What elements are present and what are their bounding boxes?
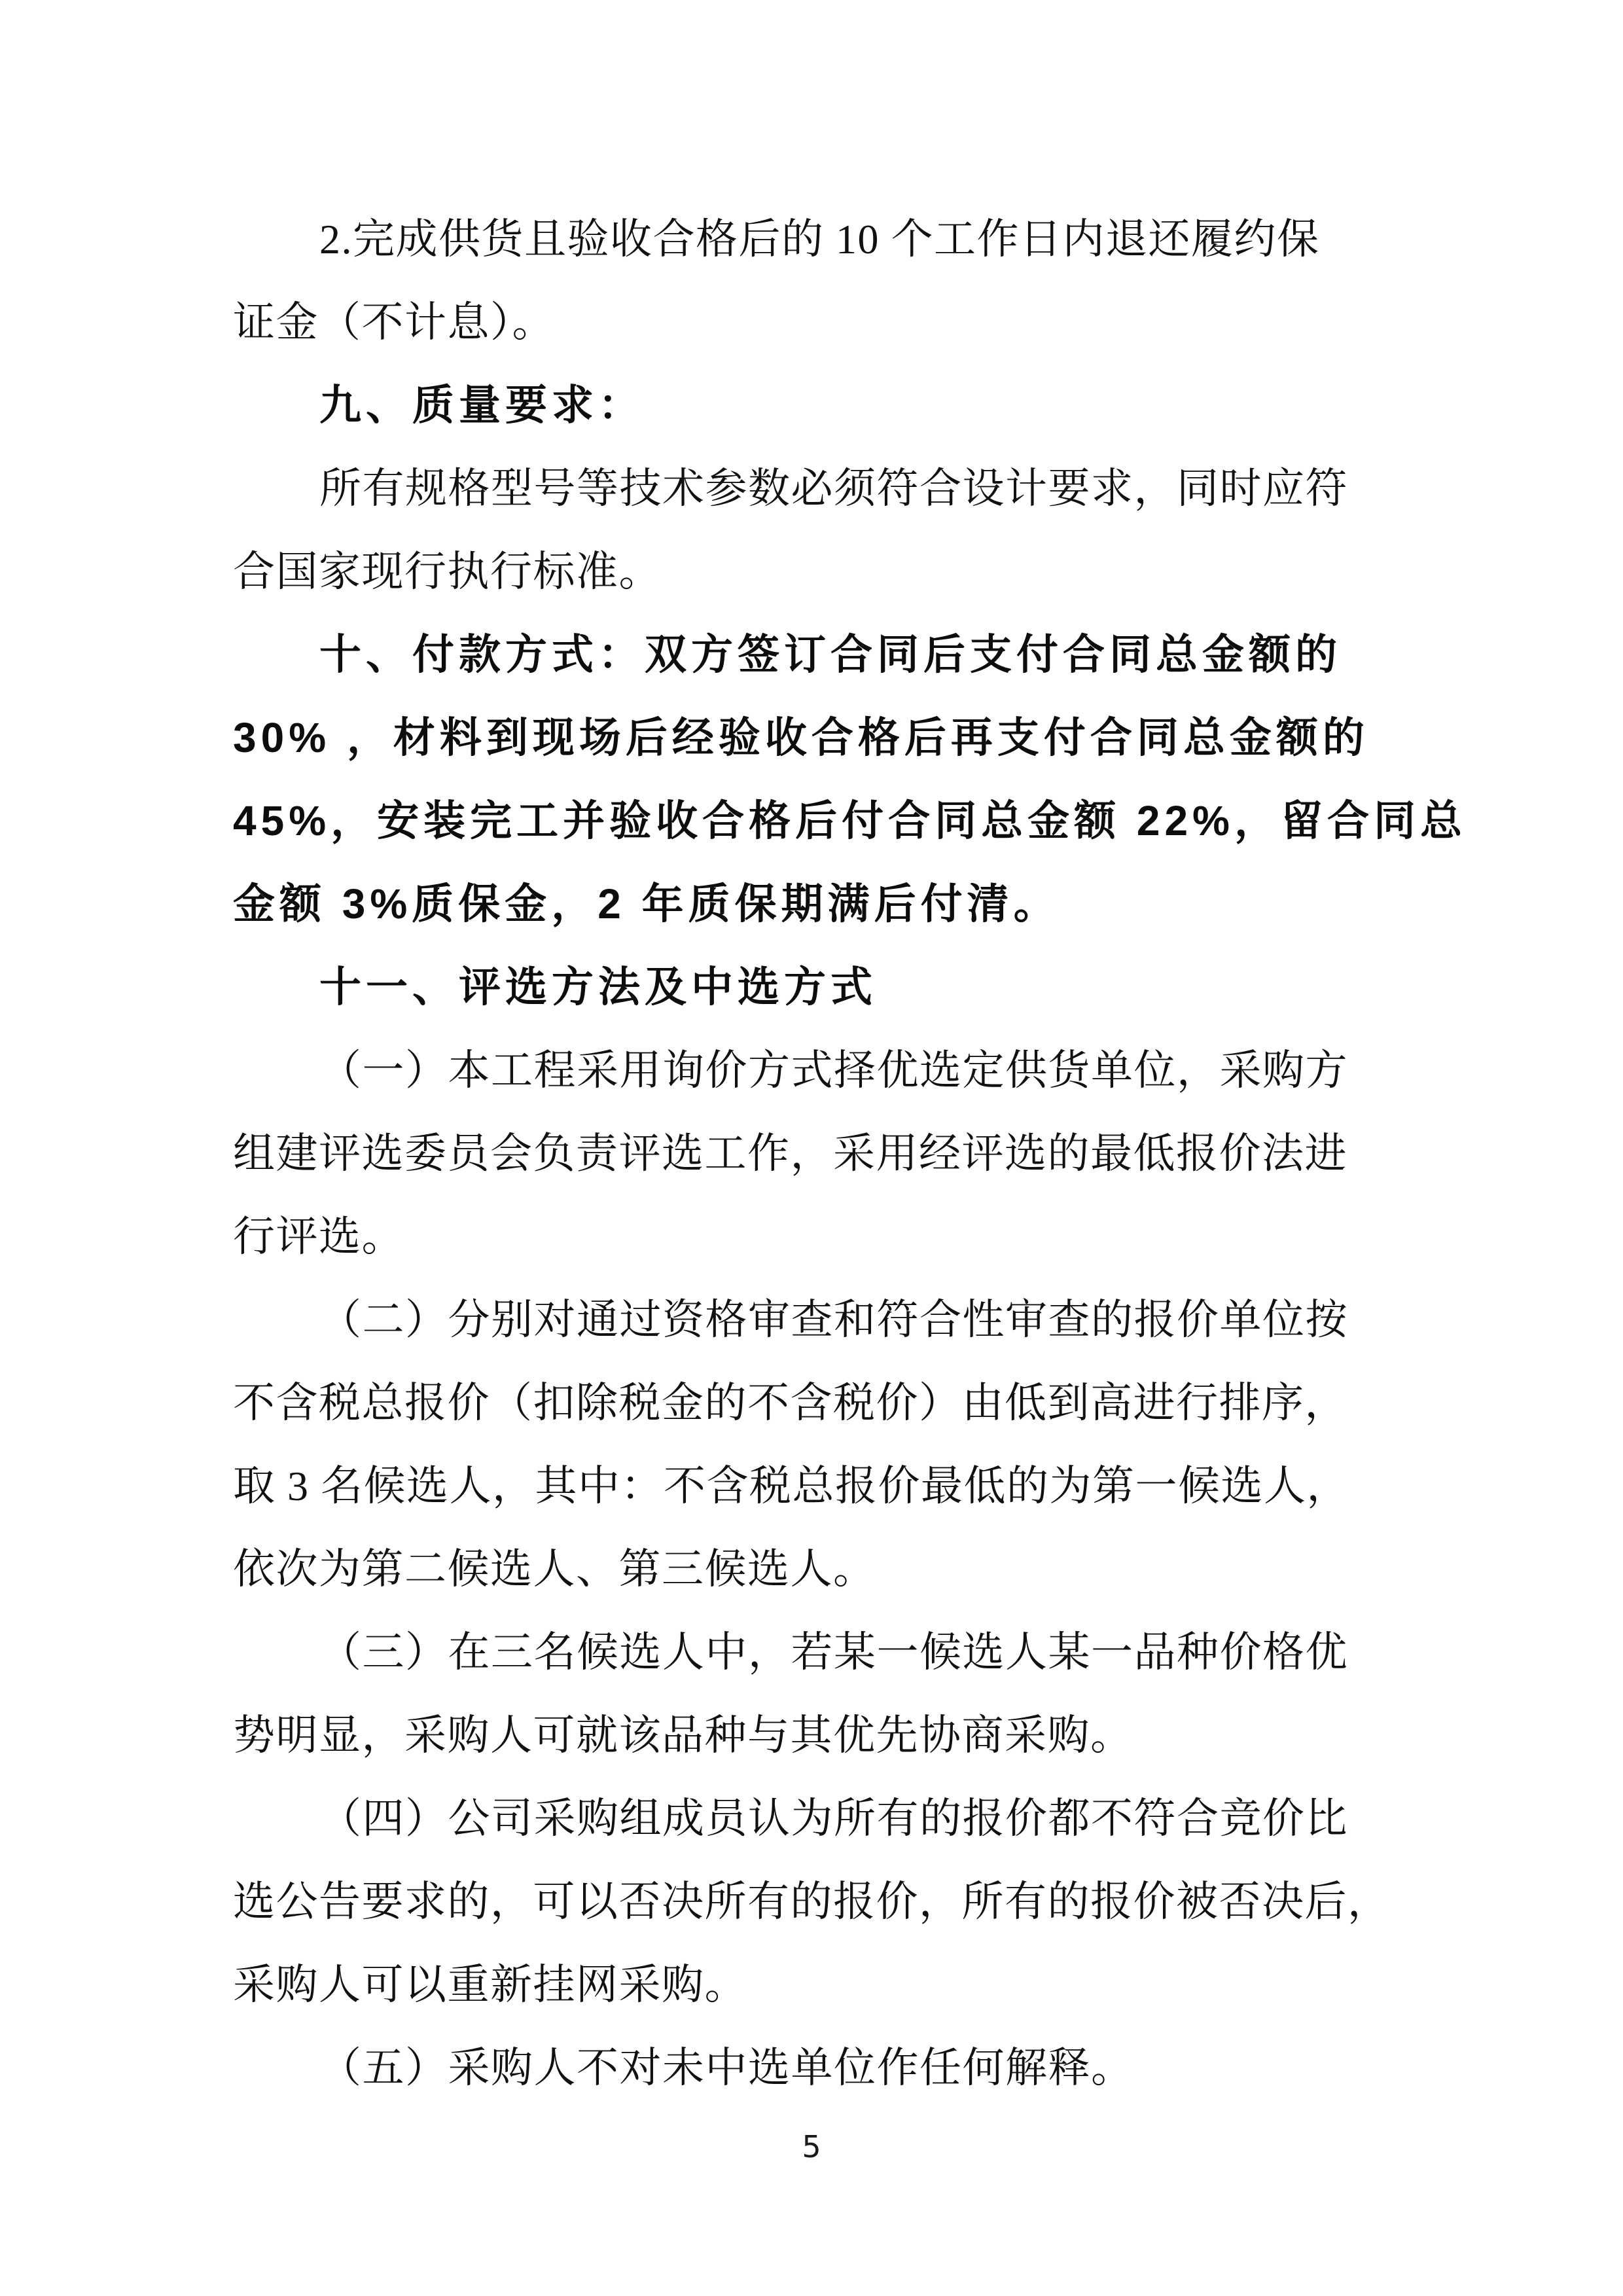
- text-line: 证金（不计息）。: [233, 299, 555, 346]
- text-line: 组建评选委员会负责评选工作，采用经评选的最低报价法进: [233, 1130, 1347, 1177]
- page-number: 5: [802, 2129, 821, 2164]
- text-line: （三）在三名候选人中，若某一候选人某一品种价格优: [319, 1629, 1348, 1676]
- text-line: 依次为第二候选人、第三候选人。: [233, 1546, 876, 1592]
- text-line: 取 3 名候选人，其中：不含税总报价最低的为第一候选人，: [233, 1463, 1349, 1509]
- text-block: [233, 198, 1467, 2109]
- text-line: 不含税总报价（扣除税金的不含税价）由低到高进行排序，: [233, 1380, 1347, 1426]
- text-line: 2.完成供货且验收合格后的 10 个工作日内退还履约保: [319, 216, 1320, 262]
- text-line: 选公告要求的，可以否决所有的报价，所有的报价被否决后，: [233, 1878, 1391, 1925]
- text-line: 采购人可以重新挂网采购。: [233, 1962, 747, 2008]
- text-line: （二）分别对通过资格审查和符合性审查的报价单位按: [319, 1297, 1348, 1343]
- text-line: 行评选。: [233, 1213, 404, 1260]
- text-line: 金额 3%质保金，2 年质保期满后付清。: [233, 880, 1060, 927]
- text-line: （五）采购人不对未中选单位作任何解释。: [319, 2045, 1134, 2091]
- text-line: 十一、评选方法及中选方式: [319, 963, 877, 1011]
- text-line: 所有规格型号等技术参数必须符合设计要求，同时应符: [319, 465, 1348, 512]
- text-line: （一）本工程采用询价方式择优选定供货单位，采购方: [319, 1047, 1348, 1094]
- text-line: （四）公司采购组成员认为所有的报价都不符合竞价比: [319, 1795, 1348, 1842]
- text-line: 30% ，材料到现场后经验收合格后再支付合同总金额的: [233, 714, 1369, 761]
- text-line: 十、付款方式：双方签订合同后支付合同总金额的: [319, 631, 1342, 678]
- text-line: 势明显，采购人可就该品种与其优先协商采购。: [233, 1712, 1133, 1759]
- text-line: 九、质量要求：: [319, 382, 645, 429]
- text-line: 45%，安装完工并验收合格后付合同总金额 22%，留合同总: [233, 797, 1467, 844]
- text-line: 合国家现行执行标准。: [233, 548, 662, 595]
